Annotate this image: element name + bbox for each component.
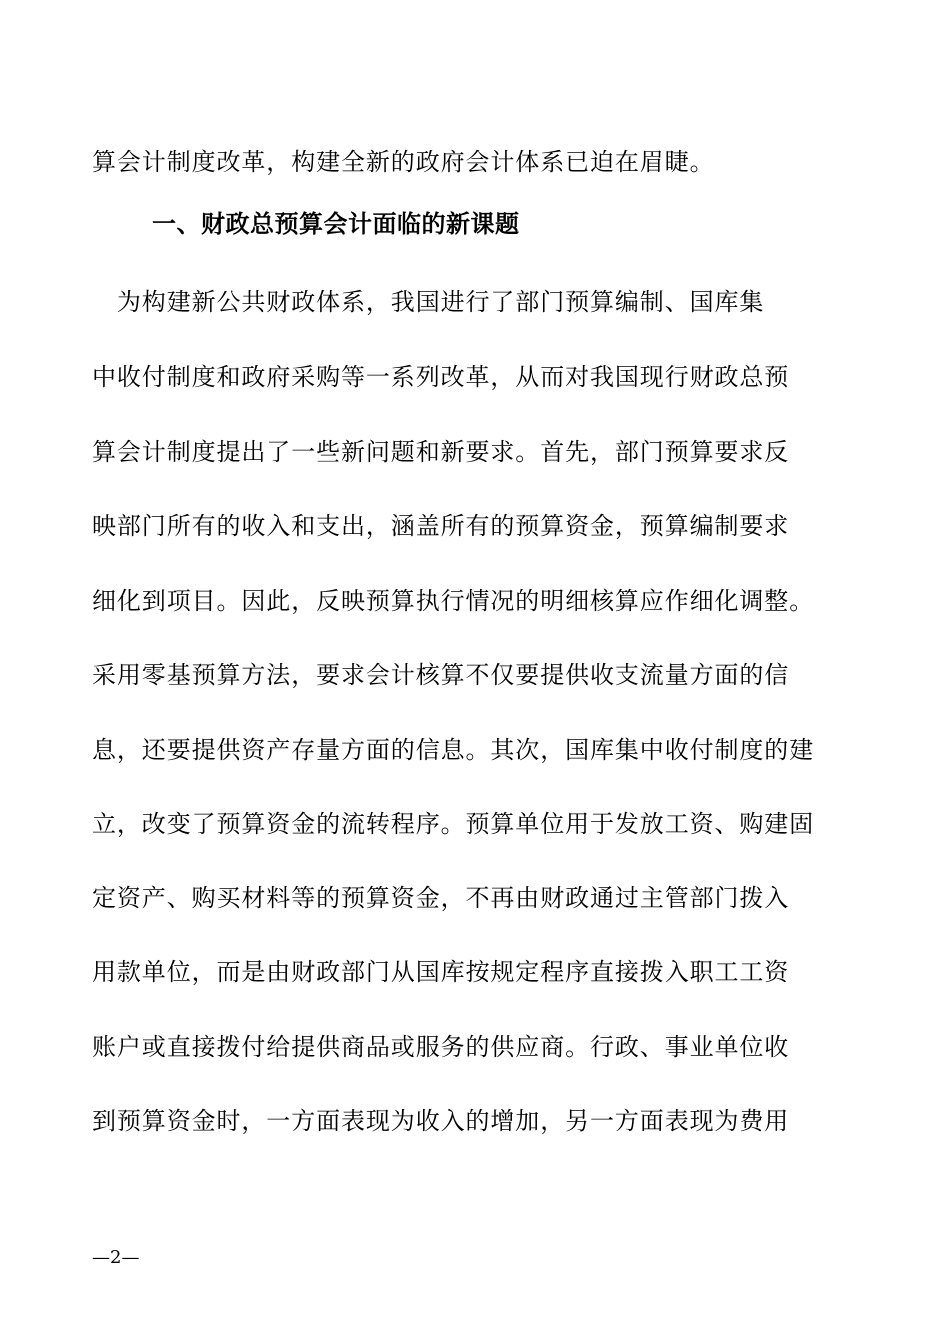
paragraph-line: 定资产、购买材料等的预算资金，不再由财政通过主管部门拨入 bbox=[92, 884, 790, 912]
paragraph-line: 立，改变了预算资金的流转程序。预算单位用于发放工资、购建固 bbox=[92, 810, 815, 838]
paragraph-line: 到预算资金时，一方面表现为收入的增加，另一方面表现为费用 bbox=[92, 1107, 790, 1135]
paragraph-line: 中收付制度和政府采购等一系列改革，从而对我国现行财政总预 bbox=[92, 363, 790, 391]
paragraph-line: 采用零基预算方法，要求会计核算不仅要提供收支流量方面的信 bbox=[92, 661, 790, 689]
paragraph-line: 映部门所有的收入和支出，涵盖所有的预算资金，预算编制要求 bbox=[92, 512, 790, 540]
paragraph-line: 用款单位，而是由财政部门从国库按规定程序直接拨入职工工资 bbox=[92, 958, 790, 986]
page-number: —2— bbox=[92, 1247, 140, 1268]
continuation-line: 算会计制度改革，构建全新的政府会计体系已迫在眉睫。 bbox=[92, 148, 715, 176]
paragraph-line: 为构建新公共财政体系，我国进行了部门预算编制、国库集 bbox=[92, 288, 765, 316]
paragraph-line: 账户或直接拨付给提供商品或服务的供应商。行政、事业单位收 bbox=[92, 1033, 790, 1061]
paragraph-line: 息，还要提供资产存量方面的信息。其次，国库集中收付制度的建 bbox=[92, 736, 815, 764]
section-heading: 一、财政总预算会计面临的新课题 bbox=[152, 210, 520, 238]
paragraph-line: 算会计制度提出了一些新问题和新要求。首先，部门预算要求反 bbox=[92, 438, 790, 466]
paragraph-line: 细化到项目。因此，反映预算执行情况的明细核算应作细化调整。 bbox=[92, 587, 815, 615]
